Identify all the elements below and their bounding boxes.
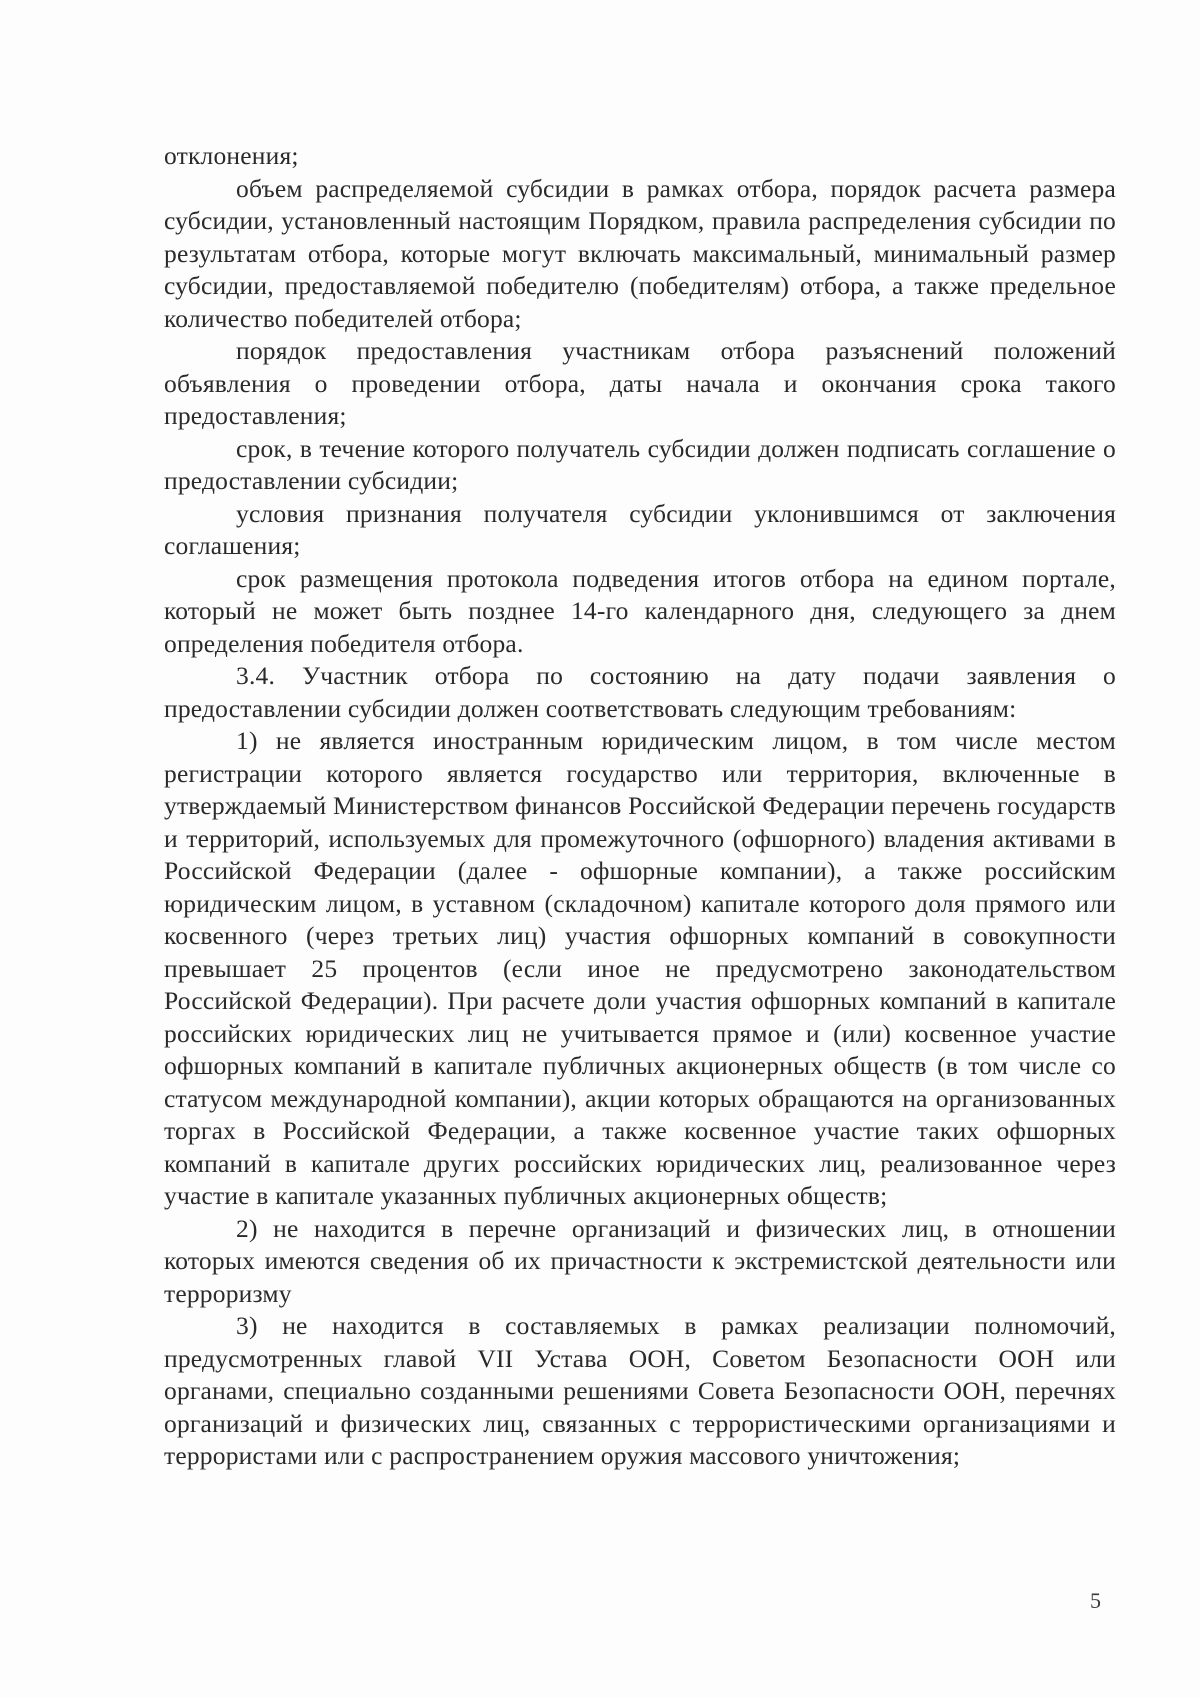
page-number: 5 bbox=[1090, 1588, 1101, 1613]
paragraph-requirement-2: 2) не находится в перечне организаций и физических лиц, в отношении которых имеются сведения об их причастности к экстремистской деятельности или терроризму bbox=[164, 1213, 1116, 1308]
paragraph-requirement-1: 1) не является иностранным юридическим лицом, в том числе местом регистрации которого является государство или территория, включенные в утверждаемый Министерством финансов Российской Федерации перечень государств и территорий, используемых для промежуточного (офшорного) владения активами в Российской Федерации (далее - офшорные компании), а также российским юридическим лицом, в уставном (складочном) капитале которого доля прямого или косвенного (через третьих лиц) участия офшорных компаний в совокупности превышает 25 процентов (если иное не предусмотрено законодательством Российской Федерации). При расчете доли участия офшорных компаний в капитале российских юридических лиц не учитывается прямое и (или) косвенное участие офшорных компаний в капитале публичных акционерных обществ (в том числе со статусом международной компании), акции которых обращаются на организованных торгах в Российской Федерации, а также косвенное участие таких офшорных компаний в капитале других российских юридических лиц, реализованное через участие в капитале указанных публичных акционерных обществ; bbox=[164, 726, 1117, 1210]
paragraph-signing-deadline: срок, в течение которого получатель субсидии должен подписать соглашение о предоставлении субсидии; bbox=[164, 433, 1116, 495]
paragraph-section-3-4: 3.4. Участник отбора по состоянию на дату подачи заявления о предоставлении субсидии должен соответствовать следующим требованиям: bbox=[164, 661, 1116, 723]
paragraph-continuation: отклонения; bbox=[164, 141, 299, 170]
paragraph-clarification-procedure: порядок предоставления участникам отбора разъяснений положений объявления о проведении отбора, даты начала и окончания срока такого предоставления; bbox=[164, 336, 1116, 430]
paragraph-evasion-conditions: условия признания получателя субсидии уклонившимся от заключения соглашения; bbox=[164, 498, 1116, 560]
paragraph-subsidy-volume: объем распределяемой субсидии в рамках отбора, порядок расчета размера субсидии, установленный настоящим Порядком, правила распределения субсидии по результатам отбора, которые могут включать максимальный, минимальный размер субсидии, предоставляемой победителю (победителям) отбора, а также предельное количество победителей отбора; bbox=[164, 173, 1116, 333]
paragraph-protocol-deadline: срок размещения протокола подведения итогов отбора на едином портале, который не может быть позднее 14-го календарного дня, следующего за днем определения победителя отбора. bbox=[164, 563, 1116, 658]
body-text bbox=[164, 140, 1116, 1473]
paragraph-requirement-3: 3) не находится в составляемых в рамках реализации полномочий, предусмотренных главой VII Устава ООН, Советом Безопасности ООН или органами, специально созданными решениями Совета Безопасности ООН, перечнях организаций и физических лиц, связанных с террористическими организациями и террористами или с распространением оружия массового уничтожения; bbox=[164, 1311, 1116, 1470]
